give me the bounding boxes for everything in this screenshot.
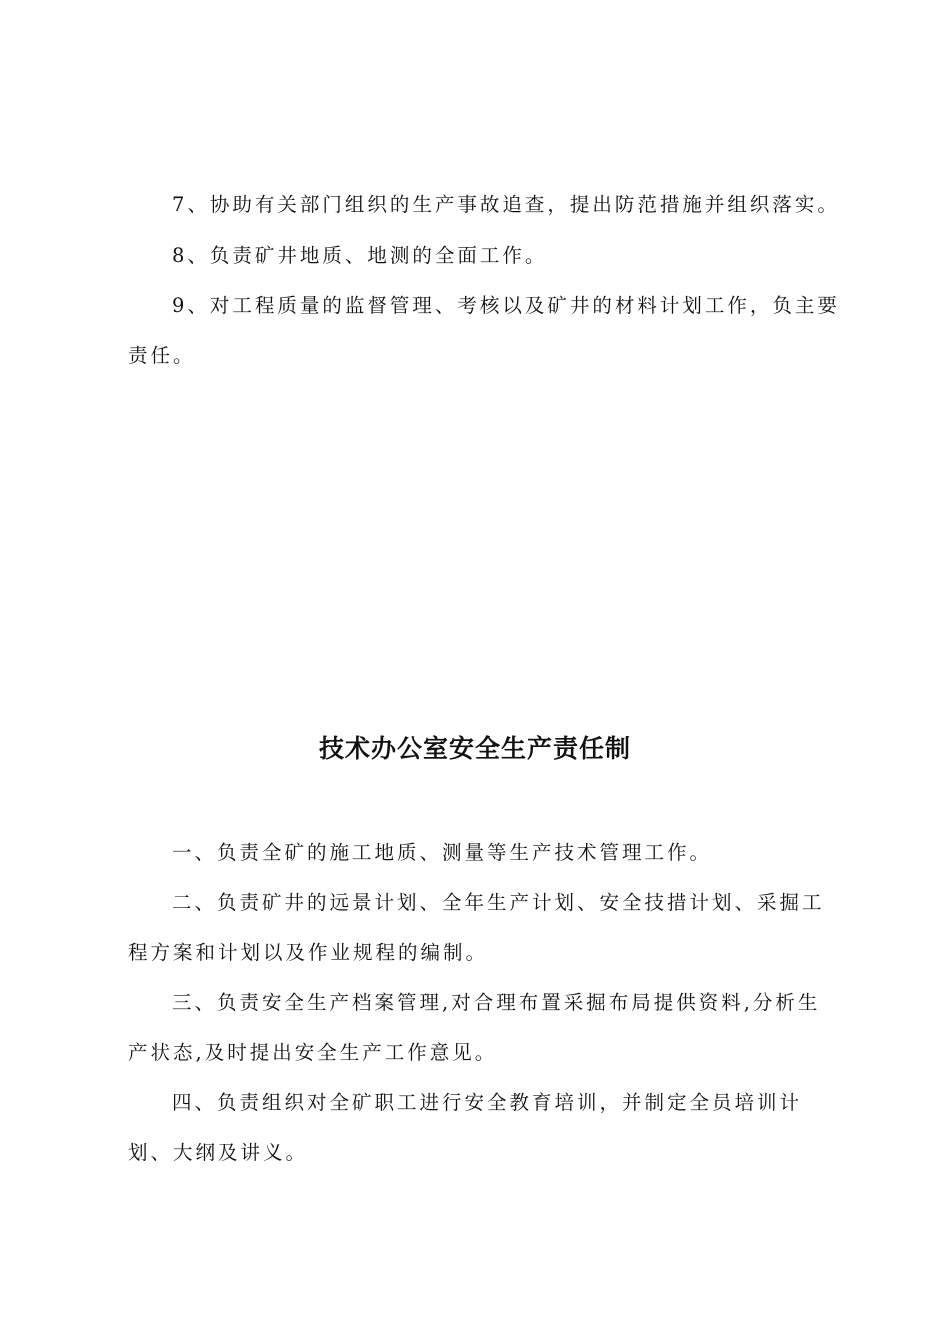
duty-item-8: 8、负责矿井地质、地测的全面工作。	[172, 244, 548, 267]
section-title: 技术办公室安全生产责任制	[318, 734, 631, 763]
section-item-3-line-2: 产状态,及时提出安全生产工作意见。	[128, 1041, 498, 1064]
duty-item-9-line-1: 9、对工程质量的监督管理、考核以及矿井的材料计划工作，负主要	[172, 294, 840, 317]
duty-item-9-line-2: 责任。	[128, 344, 196, 367]
section-item-2-line-1: 二、负责矿井的远景计划、全年生产计划、安全技措计划、采掘工	[172, 891, 825, 914]
duty-item-7: 7、协助有关部门组织的生产事故追查，提出防范措施并组织落实。	[172, 193, 840, 216]
section-item-3-line-1: 三、负责安全生产档案管理,对合理布置采掘布局提供资料,分析生	[172, 991, 821, 1014]
section-item-4-line-2: 划、大纲及讲义。	[128, 1141, 309, 1164]
section-item-2-line-2: 程方案和计划以及作业规程的编制。	[128, 941, 489, 964]
section-item-1: 一、负责全矿的施工地质、测量等生产技术管理工作。	[172, 841, 713, 864]
section-item-4-line-1: 四、负责组织对全矿职工进行安全教育培训，并制定全员培训计	[172, 1091, 803, 1114]
